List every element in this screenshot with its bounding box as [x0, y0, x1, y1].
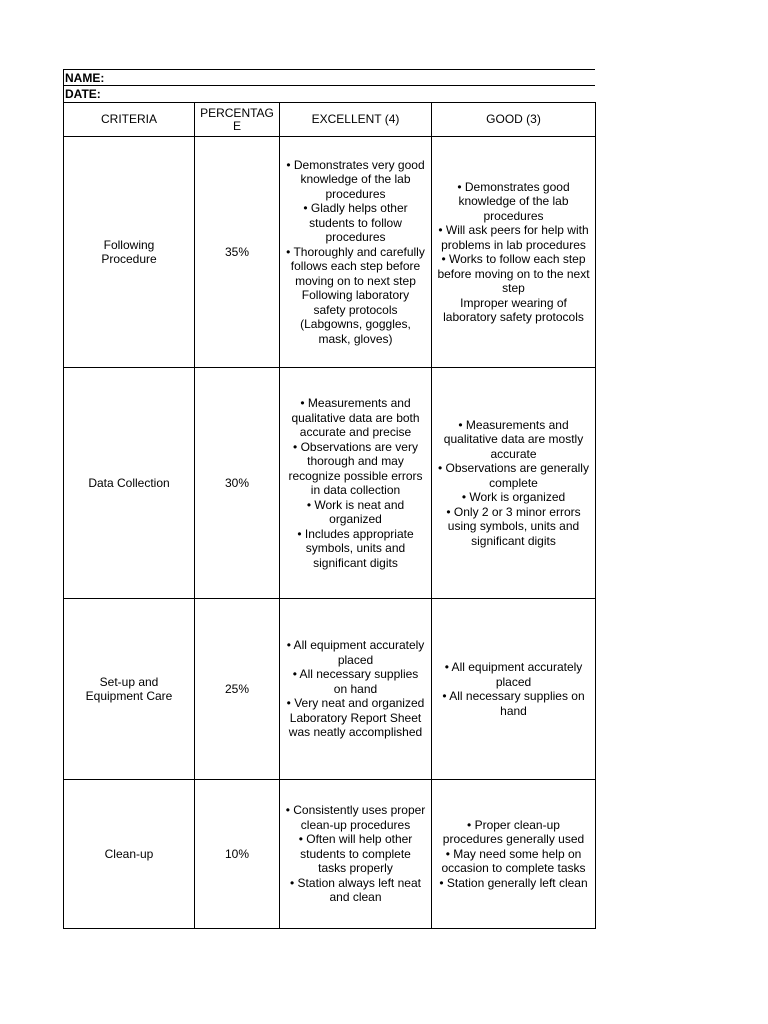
descriptor-line: qualitative data are both	[291, 410, 420, 425]
descriptor-line: • May need some help on	[445, 846, 582, 861]
descriptor-line: • Demonstrates good	[457, 179, 570, 194]
descriptor-line: significant digits	[471, 533, 556, 548]
criteria-cell	[64, 780, 195, 929]
descriptor-line: • Measurements and	[300, 396, 411, 410]
descriptor-line: organized	[329, 512, 382, 526]
criteria-cell	[64, 368, 195, 599]
excellent-cell	[280, 780, 432, 929]
good-cell	[432, 137, 596, 368]
percentage-header-line1: PERCENTAG	[200, 105, 274, 120]
descriptor-line: • All necessary supplies	[292, 667, 419, 682]
descriptor-line: • Demonstrates very good	[286, 157, 425, 172]
descriptor-line: knowledge of the lab	[458, 194, 569, 208]
descriptor-line: placed	[337, 652, 374, 667]
descriptor-line: • Includes appropriate	[297, 526, 414, 541]
descriptor-line: on hand	[333, 681, 378, 696]
descriptor-line: • Work is neat and	[306, 497, 405, 512]
percentage-header-line2: E	[232, 118, 241, 133]
descriptor-line: qualitative data are mostly	[443, 432, 584, 447]
criteria-header: CRITERIA	[64, 103, 195, 137]
criteria-name-line: Data Collection	[88, 475, 170, 490]
criteria-cell	[64, 137, 195, 368]
name-label: NAME:	[63, 69, 595, 85]
descriptor-line: moving on to next step	[295, 273, 416, 288]
percentage-cell: 30%	[195, 368, 280, 599]
descriptor-line: • Station always left neat	[290, 875, 421, 890]
percentage-cell: 35%	[195, 137, 280, 368]
descriptor-line: accurate and precise	[299, 425, 412, 439]
descriptor-line: in data collection	[310, 483, 401, 497]
descriptor-line: significant digits	[313, 555, 398, 570]
percentage-cell: 25%	[195, 599, 280, 780]
excellent-cell	[280, 368, 432, 599]
descriptor-line: hand	[500, 703, 527, 718]
criteria-cell	[64, 599, 195, 780]
date-label: DATE:	[63, 85, 595, 102]
good-cell	[432, 780, 596, 929]
criteria-name-line: Following	[103, 237, 155, 252]
descriptor-line: • All equipment accurately	[444, 660, 583, 674]
percentage-header	[195, 103, 280, 137]
descriptor-line: students to complete	[300, 846, 411, 861]
descriptor-line: Laboratory Report Sheet	[289, 710, 422, 725]
descriptor-line: Improper wearing of	[460, 295, 567, 310]
descriptor-line: Following laboratory	[301, 288, 410, 303]
descriptor-line: • Measurements and	[458, 417, 569, 432]
header-row	[64, 103, 596, 137]
criteria-name-line: Procedure	[101, 252, 157, 266]
descriptor-line: procedures	[325, 186, 386, 201]
descriptor-line: tasks properly	[318, 861, 393, 876]
descriptor-line: • All equipment accurately	[286, 638, 425, 653]
descriptor-line: mask, gloves)	[318, 331, 393, 346]
descriptor-line: clean-up procedures	[300, 817, 411, 832]
good-cell	[432, 599, 596, 780]
descriptor-line: knowledge of the lab	[300, 172, 411, 187]
descriptor-line: • Observations are generally	[438, 461, 589, 476]
descriptor-line: recognize possible errors	[288, 468, 423, 483]
descriptor-line: • All necessary supplies on	[442, 689, 585, 703]
good-cell	[432, 368, 596, 599]
criteria-name-line: Equipment Care	[85, 689, 173, 703]
descriptor-line: problems in lab procedures	[441, 237, 586, 252]
descriptor-line: procedures	[325, 230, 386, 245]
table-row	[64, 599, 596, 780]
descriptor-line: placed	[495, 674, 532, 689]
descriptor-line: • Only 2 or 3 minor errors	[446, 504, 581, 519]
table-row	[64, 368, 596, 599]
descriptor-line: (Labgowns, goggles,	[300, 317, 411, 332]
descriptor-line: • Work is organized	[461, 490, 566, 505]
descriptor-line: • Consistently uses proper	[285, 803, 426, 818]
descriptor-line: thorough and may	[307, 454, 404, 468]
descriptor-line: follows each step before	[290, 259, 421, 274]
descriptor-line: • Station generally left clean	[439, 875, 588, 890]
table-row	[64, 137, 596, 368]
excellent-cell	[280, 599, 432, 780]
percentage-cell: 10%	[195, 780, 280, 929]
descriptor-line: before moving on to the next	[437, 266, 590, 281]
descriptor-line: • Observations are very	[293, 439, 418, 454]
rubric-sheet	[63, 69, 595, 929]
good-header: GOOD (3)	[432, 103, 596, 137]
descriptor-line: procedures generally used	[442, 832, 585, 847]
descriptor-line: • Very neat and organized	[286, 696, 425, 711]
descriptor-line: • Gladly helps other	[303, 201, 408, 216]
descriptor-line: symbols, units and	[305, 541, 406, 555]
descriptor-line: complete	[489, 475, 538, 490]
descriptor-line: • Often will help other	[298, 832, 413, 847]
rubric-table	[63, 102, 596, 929]
descriptor-line: using symbols, units and	[447, 519, 580, 534]
excellent-cell	[280, 137, 432, 368]
descriptor-line: safety protocols	[313, 302, 398, 317]
descriptor-line: was neatly accomplished	[288, 725, 423, 740]
descriptor-line: • Thoroughly and carefully	[286, 244, 425, 259]
descriptor-line: occasion to complete tasks	[441, 861, 586, 876]
table-row	[64, 780, 596, 929]
descriptor-line: • Works to follow each step	[441, 252, 586, 266]
descriptor-line: procedures	[483, 208, 544, 223]
descriptor-line: step	[502, 281, 525, 295]
descriptor-line: accurate	[490, 446, 537, 461]
criteria-name-line: Set-up and	[99, 674, 159, 689]
criteria-name-line: Clean-up	[104, 846, 154, 861]
excellent-header: EXCELLENT (4)	[280, 103, 432, 137]
descriptor-line: laboratory safety protocols	[443, 310, 584, 324]
descriptor-line: students to follow	[309, 215, 402, 230]
descriptor-line: • Will ask peers for help with	[438, 223, 589, 237]
descriptor-line: • Proper clean-up	[467, 817, 560, 832]
descriptor-line: and clean	[329, 890, 382, 905]
